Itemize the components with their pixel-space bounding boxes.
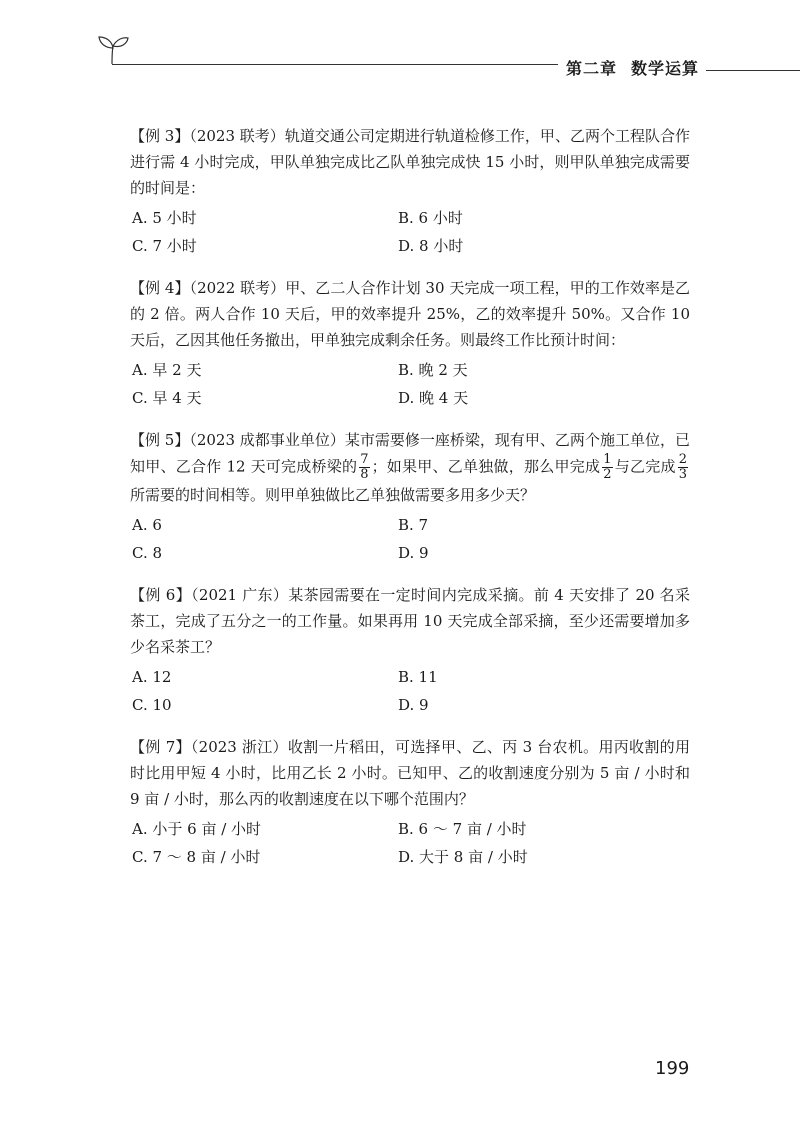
question-text-part-3: 与乙完成 — [614, 457, 676, 476]
question-tag: 【例 5】 — [130, 431, 190, 449]
question-source: （2023 浙江） — [190, 738, 288, 756]
chapter-title: 数学运算 — [631, 59, 700, 78]
option-a: A. 5 小时 — [132, 209, 197, 227]
question-text: 某茶园需要在一定时间内完成采摘。前 4 天安排了 20 名采茶工，完成了五分之一的工作量。如果再用 10 天完成全部采摘，至少还需要增加多少名采茶工？ — [130, 586, 690, 656]
option-d: D. 8 小时 — [398, 237, 464, 255]
option-b: B. 晚 2 天 — [398, 361, 468, 379]
fraction-denominator: 3 — [678, 467, 687, 482]
question-example-4 — [130, 275, 690, 409]
question-source: （2023 联考） — [189, 127, 285, 145]
page-number: 199 — [655, 1058, 690, 1079]
chapter-number: 第二章 — [566, 59, 618, 78]
option-c: C. 7 ～ 8 亩 / 小时 — [132, 848, 261, 866]
option-c: C. 7 小时 — [132, 237, 197, 255]
page-header — [0, 0, 800, 90]
options-grid — [130, 359, 690, 409]
option-b: B. 6 ～ 7 亩 / 小时 — [398, 820, 527, 838]
question-stem — [130, 734, 690, 812]
fraction-numerator: 1 — [603, 452, 612, 467]
option-a: A. 小于 6 亩 / 小时 — [132, 820, 262, 838]
fraction-denominator: 2 — [603, 467, 612, 482]
chapter-heading — [566, 56, 699, 79]
question-text-part-2: ；如果甲、乙单独做，那么甲完成 — [371, 457, 601, 476]
question-example-7 — [130, 734, 690, 868]
question-example-6 — [130, 582, 690, 716]
fraction-two-thirds — [678, 453, 688, 482]
question-stem — [130, 275, 690, 353]
option-d: D. 9 — [398, 544, 429, 562]
question-text-part-4: 所需要的时间相等。则甲单独做比乙单独做需要多用多少天？ — [130, 486, 536, 504]
question-example-5 — [130, 427, 690, 564]
question-text-part-1: 某市需要修一座桥梁，现有甲、乙两个施工单位，已知甲、乙合作 12 天可完成桥梁的 — [130, 431, 690, 476]
options-grid — [130, 818, 690, 868]
option-b: B. 11 — [398, 668, 438, 686]
option-b: B. 6 小时 — [398, 209, 463, 227]
question-text: 轨道交通公司定期进行轨道检修工作，甲、乙两个工程队合作进行需 4 小时完成，甲队单独完成比乙队单独完成快 15 小时，则甲队单独完成需要的时间是： — [130, 127, 690, 197]
option-c: C. 10 — [132, 696, 172, 714]
option-a: A. 6 — [132, 516, 162, 534]
question-stem — [130, 123, 690, 201]
options-grid — [130, 207, 690, 257]
question-example-3 — [130, 123, 690, 257]
question-source: （2022 联考） — [189, 279, 286, 297]
question-text: 收割一片稻田，可选择甲、乙、丙 3 台农机。用丙收割的用时比用甲短 4 小时，比用乙长 2 小时。已知甲、乙的收割速度分别为 5 亩 / 小时和 9 亩 / 小时，那么丙的收割速度在以下哪个范围内？ — [130, 738, 690, 808]
question-tag: 【例 6】 — [130, 586, 192, 604]
question-text: 甲、乙二人合作计划 30 天完成一项工程，甲的工作效率是乙的 2 倍。两人合作 10 天后，甲的效率提升 25%，乙的效率提升 50%。又合作 10 天后，乙因其他任务撤出，甲单独完成剩余任务。则最终工作比预计时间： — [130, 279, 690, 349]
fraction-numerator: 7 — [360, 452, 369, 467]
option-d: D. 9 — [398, 696, 429, 714]
option-b: B. 7 — [398, 516, 429, 534]
sprout-icon — [96, 34, 130, 66]
header-rule-right — [706, 70, 800, 71]
question-tag: 【例 3】 — [130, 127, 190, 145]
option-c: C. 8 — [132, 544, 163, 562]
option-a: A. 12 — [132, 668, 172, 686]
header-rule-left — [112, 64, 558, 65]
question-stem — [130, 582, 690, 660]
option-d: D. 大于 8 亩 / 小时 — [398, 848, 528, 866]
question-tag: 【例 4】 — [130, 279, 190, 297]
option-d: D. 晚 4 天 — [398, 389, 469, 407]
question-tag: 【例 7】 — [130, 738, 191, 756]
question-list — [130, 123, 690, 886]
question-source: （2023 成都事业单位） — [189, 431, 345, 449]
question-stem — [130, 427, 690, 508]
fraction-denominator: 8 — [360, 467, 369, 482]
options-grid — [130, 514, 690, 564]
option-a: A. 早 2 天 — [132, 361, 202, 379]
fraction-numerator: 2 — [678, 452, 687, 467]
fraction-one-half — [602, 453, 612, 482]
options-grid — [130, 666, 690, 716]
option-c: C. 早 4 天 — [132, 389, 202, 407]
question-source: （2021 广东） — [191, 586, 289, 604]
fraction-seven-eighths — [359, 453, 369, 482]
